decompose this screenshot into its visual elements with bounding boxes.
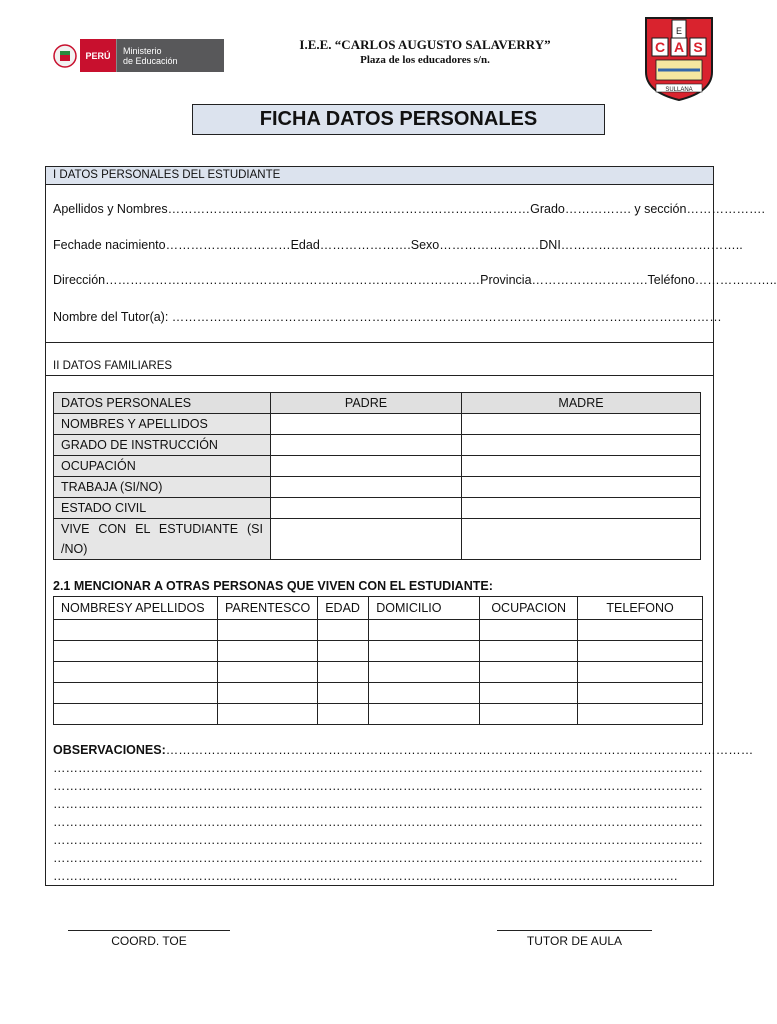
others-title: 2.1 MENCIONAR A OTRAS PERSONAS QUE VIVEN CON EL ESTUDIANTE: [53,579,493,593]
family-header-mother: MADRE [462,393,701,414]
others-table-header [54,597,703,620]
ministry-logo [50,39,224,72]
table-cell[interactable] [218,683,318,704]
form-frame [45,166,777,886]
family-table [53,392,701,560]
table-cell[interactable] [218,662,318,683]
crest-letter-s: S [693,39,703,55]
table-cell[interactable] [218,641,318,662]
table-cell[interactable] [578,683,703,704]
crest-motto: SULLANA [665,87,693,93]
label-age: Edad [290,238,320,252]
observations-line[interactable]: ………………………………………………………………………………………………………………………………………… [53,815,703,829]
family-row-label: OCUPACIÓN [54,456,271,477]
table-cell[interactable] [54,683,218,704]
table-cell[interactable] [369,683,480,704]
table-cell[interactable] [578,704,703,725]
family-row-label: GRADO DE INSTRUCCIÓN [54,435,271,456]
crest-letter-c: C [654,39,666,55]
blank-grade[interactable]: ……………. [564,202,631,216]
family-row-label: NOMBRES Y APELLIDOS [54,414,271,435]
observations-line[interactable]: ………………………………………………………………………………………………………………………………………… [53,851,703,865]
blank-tutor[interactable]: …………………………………………………………………………………………………………………… [171,310,722,324]
others-header-names: NOMBRESY APELLIDOS [54,597,218,620]
signature-line [497,930,652,931]
observations-line[interactable]: ………………………………………………………………………………………………………………………………………… [53,761,703,775]
table-row [54,477,701,498]
table-cell[interactable] [318,683,369,704]
ministry-line2: de Educación [123,56,178,66]
table-row [54,662,703,683]
label-birthdate: Fechade nacimiento [53,238,166,252]
table-row [54,414,701,435]
blank-province[interactable]: ………………………. [531,273,648,287]
signature-tutor [497,930,652,948]
others-header-address: DOMICILIO [369,597,480,620]
table-cell[interactable] [318,620,369,641]
blank-age[interactable]: …………………. [319,238,411,252]
table-cell[interactable] [480,662,578,683]
signature-coord [68,930,230,948]
observations-line[interactable]: ………………………………………………………………………………………………………………………………………… [53,779,703,793]
table-row [54,620,703,641]
ministry-line1: Ministerio [123,46,162,56]
table-cell[interactable] [218,620,318,641]
field-line-birth[interactable] [53,238,743,252]
blank-sex[interactable]: …………………… [439,238,540,252]
father-cell[interactable] [271,519,462,560]
family-row-label: ESTADO CIVIL [54,498,271,519]
blank-address[interactable]: ……………………………………………………………………………… [105,273,481,287]
table-cell[interactable] [480,683,578,704]
father-cell[interactable] [271,435,462,456]
peru-label: PERÚ [80,39,116,72]
table-cell[interactable] [369,704,480,725]
observations-line[interactable]: ………………………………………………………………………………………………………………………………………… [53,797,703,811]
mother-cell[interactable] [462,414,701,435]
mother-cell[interactable] [462,498,701,519]
family-header-father: PADRE [271,393,462,414]
observations-blank[interactable]: …………………………………………………………………………………………………………………………… [165,743,754,757]
blank-dni[interactable]: …………………………………….. [560,238,743,252]
table-row [54,456,701,477]
table-row [54,641,703,662]
observations-label: OBSERVACIONES: [53,743,166,757]
table-cell[interactable] [480,620,578,641]
signature-line [68,930,230,931]
table-cell[interactable] [480,641,578,662]
family-header-data: DATOS PERSONALES [54,393,271,414]
table-cell[interactable] [369,641,480,662]
field-line-address[interactable] [53,273,777,287]
table-cell[interactable] [369,662,480,683]
table-cell[interactable] [480,704,578,725]
page-title: FICHA DATOS PERSONALES [192,104,605,135]
mother-cell[interactable] [462,435,701,456]
table-cell[interactable] [54,620,218,641]
field-line-tutor[interactable] [53,310,722,324]
others-header-age: EDAD [318,597,369,620]
table-cell[interactable] [318,662,369,683]
mother-cell[interactable] [462,456,701,477]
crest-letter-a: A [673,39,685,55]
label-province: Provincia [480,273,532,287]
peru-shield-icon [50,39,80,72]
label-phone: Teléfono [647,273,695,287]
blank-section[interactable]: ………………. [686,202,765,216]
label-tutor: Nombre del Tutor(a): [53,310,172,324]
father-cell[interactable] [271,414,462,435]
table-cell[interactable] [318,641,369,662]
label-names: Apellidos y Nombres [53,202,168,216]
others-header-phone: TELEFONO [578,597,703,620]
observations-first-line[interactable] [53,743,753,757]
blank-birthdate[interactable]: ………………………… [165,238,291,252]
school-address: Plaza de los educadores s/n. [360,54,490,66]
table-cell[interactable] [578,641,703,662]
field-line-names[interactable] [53,202,765,216]
table-cell[interactable] [578,620,703,641]
label-address: Dirección [53,273,106,287]
label-dni: DNI [539,238,561,252]
table-row [54,498,701,519]
mother-cell[interactable] [462,477,701,498]
ministry-label [116,39,224,72]
table-cell[interactable] [318,704,369,725]
family-row-label: VIVE CON EL ESTUDIANTE (SI /NO) [54,519,271,560]
school-crest-icon [642,12,716,102]
table-row [54,435,701,456]
table-cell[interactable] [218,704,318,725]
table-row [54,704,703,725]
observations-line[interactable]: ………………………………………………………………………………………………………………………………………… [53,833,703,847]
section2-heading: II DATOS FAMILIARES [46,342,713,376]
table-cell[interactable] [54,704,218,725]
family-row-label: TRABAJA (SI/NO) [54,477,271,498]
father-cell[interactable] [271,456,462,477]
section1-heading: I DATOS PERSONALES DEL ESTUDIANTE [46,167,713,185]
mother-cell[interactable] [462,519,701,560]
table-cell[interactable] [54,662,218,683]
table-cell[interactable] [369,620,480,641]
signature-tutor-label: TUTOR DE AULA [526,934,623,948]
family-table-header [54,393,701,414]
blank-phone[interactable]: ……………….. [694,273,777,287]
table-row [54,519,701,560]
table-cell[interactable] [54,641,218,662]
label-grade: Grado [530,202,565,216]
school-name: I.E.E. “CARLOS AUGUSTO SALAVERRY” [299,37,551,52]
father-cell[interactable] [271,498,462,519]
blank-names[interactable]: …………………………………………………………………………… [167,202,531,216]
father-cell[interactable] [271,477,462,498]
signature-coord-label: COORD. TOE [111,934,187,948]
others-header-occupation: OCUPACION [480,597,578,620]
table-row [54,683,703,704]
others-table [53,596,703,725]
observations-line[interactable]: …………………………………………………………………………………………………………………………………… [53,869,678,883]
label-sex: Sexo [410,238,440,252]
table-cell[interactable] [578,662,703,683]
others-header-relationship: PARENTESCO [218,597,318,620]
crest-top-letter: E [675,26,683,36]
label-section: y sección [630,202,687,216]
